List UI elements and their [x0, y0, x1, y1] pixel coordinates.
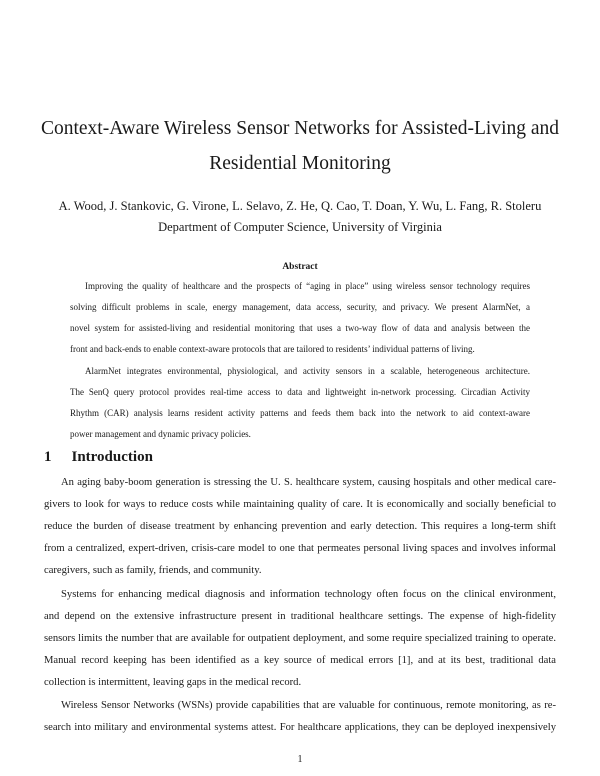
- text-line: solving difficult problems in scale, energy management, data access, security, and privacy. We present AlarmNet, a: [70, 302, 530, 312]
- text-line: Manual record keeping has been identified as a key source of medical errors [1], and at its best, traditional data: [44, 655, 556, 666]
- text-line: givers to look for ways to reduce costs while maintaining quality of care. It is economically and socially beneficial to: [44, 499, 556, 510]
- text-line: Systems for enhancing medical diagnosis and information technology often focus on the clinical environment,: [61, 589, 556, 600]
- text-line: power management and dynamic privacy policies.: [70, 429, 251, 439]
- text-line: novel system for assisted-living and residential monitoring that uses a two-way flow of data and analysis between the: [70, 323, 530, 333]
- paper-title-line-1: Context-Aware Wireless Sensor Networks for Assisted-Living and: [40, 118, 560, 139]
- paper-title-line-2: Residential Monitoring: [209, 153, 391, 174]
- text-line: reduce the burden of disease treatment by enhancing prevention and early detection. This requires a long-term shift: [44, 521, 556, 532]
- section-heading: [44, 449, 153, 466]
- section-title: Introduction: [71, 449, 153, 465]
- affiliation: Department of Computer Science, University of Virginia: [158, 220, 442, 234]
- text-line: caregivers, such as family, friends, and community.: [44, 565, 262, 576]
- text-line: AlarmNet integrates environmental, physiological, and activity sensors in a scalable, heterogeneous architecture.: [85, 366, 530, 376]
- text-line: The SenQ query protocol provides real-time access to data and lightweight in-network processing. Circadian Activity: [70, 387, 530, 397]
- text-line: Rhythm (CAR) analysis learns resident activity patterns and feeds them back into the network to aid context-aware: [70, 408, 530, 418]
- text-line: Improving the quality of healthcare and the prospects of “aging in place” using wireless sensor technology requires: [85, 281, 530, 291]
- text-line: front and back-ends to enable context-aware protocols that are tailored to residents’ individual patterns of living.: [70, 344, 475, 354]
- page-number: 1: [297, 754, 303, 765]
- text-line: and depend on the extensive infrastructure present in traditional healthcare settings. The expense of high-fidelity: [44, 611, 556, 622]
- abstract-heading: Abstract: [282, 262, 318, 272]
- text-line: collection is intermittent, leaving gaps in the medical record.: [44, 677, 302, 688]
- text-line: search into military and environmental systems attest. For healthcare applications, they can be deployed inexpensively: [44, 722, 556, 733]
- text-line: An aging baby-boom generation is stressing the U. S. healthcare system, causing hospitals and other medical care-: [61, 477, 556, 488]
- authors: A. Wood, J. Stankovic, G. Virone, L. Selavo, Z. He, Q. Cao, T. Doan, Y. Wu, L. Fang, R. Stoleru: [58, 199, 542, 213]
- text-line: from a centralized, expert-driven, crisis-care model to one that permeates personal living spaces and involves informal: [44, 543, 556, 554]
- text-line: Wireless Sensor Networks (WSNs) provide capabilities that are valuable for continuous, remote monitoring, as re-: [61, 700, 556, 711]
- text-line: sensors limits the number that are available for outpatient deployment, and some require specialized training to operate.: [44, 633, 556, 644]
- section-number: 1: [44, 449, 52, 465]
